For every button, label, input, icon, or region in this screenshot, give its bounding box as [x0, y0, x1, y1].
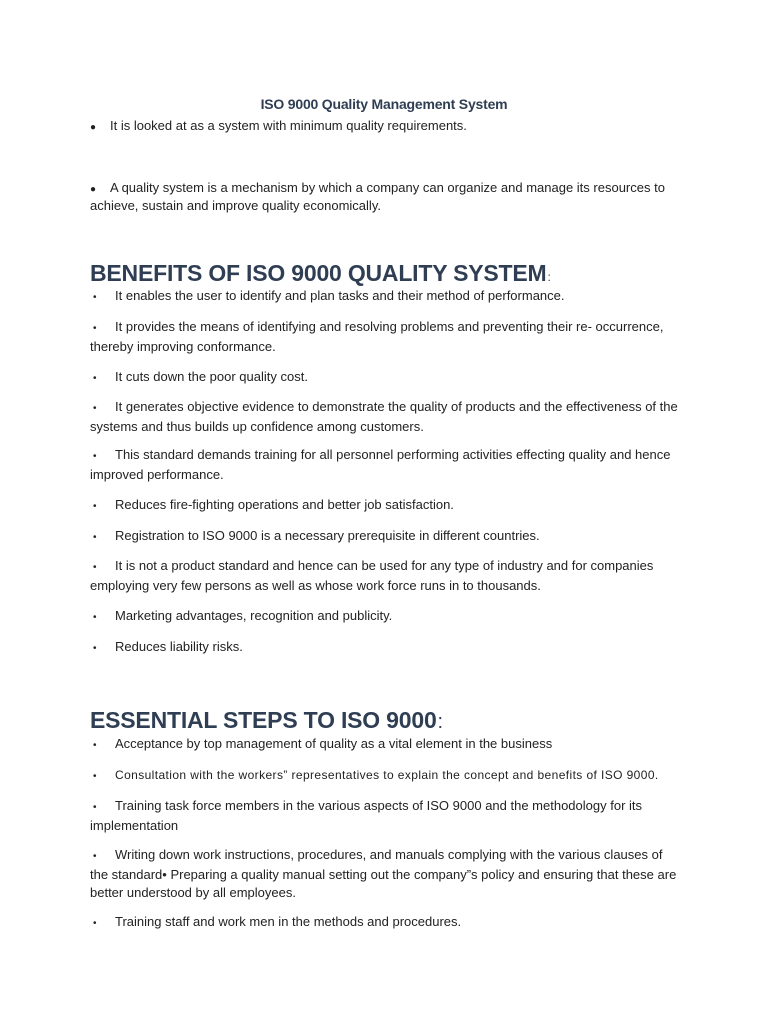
bullet-dot: • — [93, 323, 97, 334]
intro-item-text: It is looked at as a system with minimum quality requirements. — [110, 118, 467, 133]
benefit-text: It enables the user to identify and plan tasks and their method of performance. — [115, 288, 565, 303]
benefits-heading — [90, 260, 551, 287]
benefit-text: Reduces liability risks. — [115, 639, 243, 654]
bullet-dot: • — [93, 740, 97, 751]
benefit-item — [90, 287, 680, 307]
benefit-text: It is not a product standard and hence can be used for any type of industry and for companies employing very few persons as well as whose work force runs in to thousands. — [90, 558, 654, 593]
step-item — [90, 846, 680, 902]
benefits-heading-text: BENEFITS OF ISO 9000 QUALITY SYSTEM — [90, 260, 547, 286]
step-text: Acceptance by top management of quality as a vital element in the business — [115, 736, 553, 751]
benefit-text: Registration to ISO 9000 is a necessary prerequisite in different countries. — [115, 528, 540, 543]
benefit-text: Marketing advantages, recognition and publicity. — [115, 608, 393, 623]
heading-colon: : — [547, 270, 551, 284]
intro-item-text: A quality system is a mechanism by which a company can organize and manage its resources to achieve, sustain and improve quality economically. — [90, 180, 665, 213]
step-text: Writing down work instructions, procedures, and manuals complying with the various clauses of the standard• Preparing a quality manual setting out the company”s policy and ensuring that these are better understood by all employees. — [90, 847, 677, 900]
step-item — [90, 913, 680, 933]
intro-item — [90, 118, 690, 136]
steps-heading — [90, 707, 443, 734]
bullet-dot: • — [93, 292, 97, 303]
benefit-item — [90, 368, 680, 388]
bullet-dot: ● — [90, 122, 97, 133]
benefit-item — [90, 398, 680, 436]
bullet-dot: • — [93, 532, 97, 543]
bullet-dot: • — [93, 612, 97, 623]
bullet-dot: • — [93, 918, 97, 929]
benefit-item — [90, 527, 680, 547]
bullet-dot: • — [93, 451, 97, 462]
benefit-item — [90, 496, 680, 516]
bullet-dot: ● — [90, 184, 97, 195]
step-text: Training task force members in the various aspects of ISO 9000 and the methodology for its implementation — [90, 798, 643, 833]
step-item — [90, 797, 650, 835]
bullet-dot: • — [93, 373, 97, 384]
step-item — [90, 735, 680, 755]
step-item — [90, 766, 680, 786]
bullet-dot: • — [93, 403, 97, 414]
bullet-dot: • — [93, 851, 97, 862]
heading-colon: : — [437, 711, 443, 733]
benefit-text: It cuts down the poor quality cost. — [115, 369, 308, 384]
bullet-dot: • — [93, 802, 97, 813]
bullet-dot: • — [93, 562, 97, 573]
benefit-text: It generates objective evidence to demonstrate the quality of products and the effectiveness of the systems and thus builds up confidence among customers. — [90, 399, 678, 434]
benefit-text: It provides the means of identifying and resolving problems and preventing their re- occurrence, thereby improving conformance. — [90, 319, 664, 354]
benefit-text: Reduces fire-fighting operations and better job satisfaction. — [115, 497, 454, 512]
benefit-item — [90, 318, 680, 356]
step-text: Consultation with the workers” representatives to explain the concept and benefits of ISO 9000. — [115, 768, 659, 782]
step-text: Training staff and work men in the methods and procedures. — [115, 914, 462, 929]
benefit-item — [90, 446, 680, 484]
benefit-text: This standard demands training for all personnel performing activities effecting quality and hence improved performance. — [90, 447, 671, 482]
document-title: ISO 9000 Quality Management System — [260, 96, 508, 112]
bullet-dot: • — [93, 643, 97, 654]
intro-item — [90, 180, 680, 214]
steps-heading-text: ESSENTIAL STEPS TO ISO 9000 — [90, 707, 437, 733]
benefit-item — [90, 607, 680, 627]
benefit-item — [90, 557, 680, 595]
bullet-dot: • — [93, 771, 97, 782]
bullet-dot: • — [93, 501, 97, 512]
benefit-item — [90, 638, 680, 658]
